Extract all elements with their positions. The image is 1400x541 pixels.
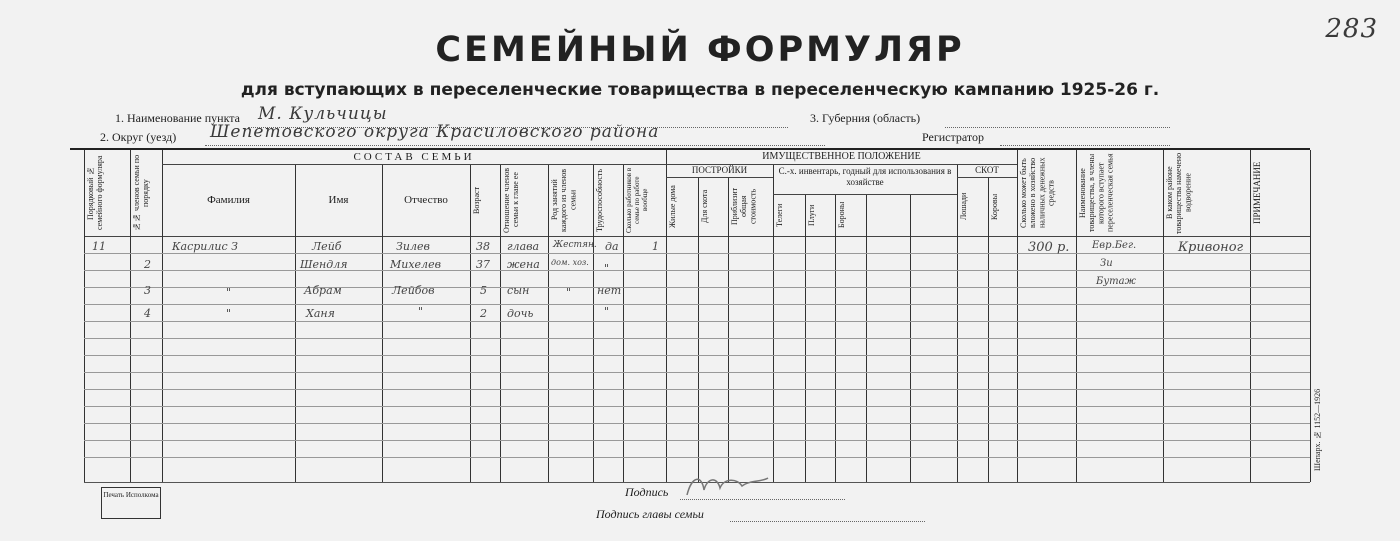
member-number-cell: 2 <box>144 258 151 271</box>
item-value: М. Кульчицы <box>258 104 388 124</box>
patronymic-cell: Зилев <box>396 240 430 253</box>
patronymic-cell: Лейбов <box>392 284 435 297</box>
col-horses: Лошади <box>959 192 968 221</box>
col-relation: Отношение членов семьи к главе ее <box>502 167 521 233</box>
patronymic-cell: Михелев <box>390 258 441 271</box>
surname-cell: Касрилис З <box>172 240 238 253</box>
ability-cell: да <box>605 240 619 253</box>
head-signature-line <box>730 520 925 522</box>
signature-scrawl <box>682 470 772 500</box>
livestock-header: СКОТ <box>975 165 999 175</box>
relation-cell: жена <box>507 258 540 271</box>
col-value: Приблизит общая стоимость <box>730 187 758 226</box>
partnership-cell: Бутаж <box>1096 276 1136 287</box>
workers-cell: 1 <box>652 240 659 253</box>
stamp-label: Печать Исполкома <box>103 491 159 499</box>
name-cell: Абрам <box>304 284 342 297</box>
registrar-line <box>1000 144 1170 146</box>
col-plows: Плуги <box>807 204 816 226</box>
age-cell: 2 <box>480 307 487 320</box>
region-cell: Кривоног <box>1178 240 1244 255</box>
col-ability: Трудоспособность <box>595 168 604 232</box>
form-title: СЕМЕЙНЫЙ ФОРМУЛЯР <box>435 30 965 70</box>
age-cell: 5 <box>480 284 487 297</box>
ability-cell: нет <box>597 284 622 297</box>
buildings-header: ПОСТРОЙКИ <box>691 165 748 175</box>
relation-cell: глава <box>507 240 540 253</box>
member-number-cell: 3 <box>144 284 151 297</box>
table-top-border <box>70 148 1310 150</box>
col-workers: Сколько работников в семье по работе вообще <box>625 167 650 233</box>
head-signature-label: Подпись главы семьи <box>596 507 704 521</box>
col-partnership: Наименование товарищества, в члены которого вступает переселенческая семья <box>1078 153 1115 233</box>
partnership-cell: Евр.Бег. <box>1092 240 1137 251</box>
col-form-number: Порядковый № семейного формуляра <box>86 155 105 231</box>
cash-cell: 300 р. <box>1028 240 1070 255</box>
table-header-bottom <box>84 236 1310 237</box>
occupation-cell: Жестян. <box>553 240 597 250</box>
col-cows: Коровы <box>990 193 999 220</box>
district-label: 2. Округ (уезд) <box>100 130 177 144</box>
signature-label: Подпись <box>625 485 669 499</box>
inventory-header: С.-х. инвентарь, годный для использования в хозяйстве <box>778 166 952 187</box>
col-remarks: ПРИМЕЧАНИЕ <box>1252 161 1262 225</box>
occupation-cell: дом. хоз. <box>551 258 589 267</box>
col-age: Возраст <box>472 186 481 214</box>
form-subtitle: для вступающих в переселенческие товарищества в переселенческую кампанию 1925-26 г. <box>240 80 1160 100</box>
col-patronymic: Отчество <box>404 194 448 206</box>
col-carts: Телеги <box>775 203 784 227</box>
family-group-header: СОСТАВ СЕМЬИ <box>353 151 475 163</box>
relation-cell: сын <box>507 284 530 297</box>
col-harrows: Бороны <box>837 201 846 229</box>
registrar-label: Регистратор <box>922 130 985 144</box>
relation-cell: дочь <box>507 307 534 320</box>
print-info: Шепарх. № 1152—1926 <box>1313 388 1322 472</box>
name-cell: Лейб <box>312 240 342 253</box>
property-group-header: ИМУЩЕСТВЕННОЕ ПОЛОЖЕНИЕ <box>762 151 921 162</box>
age-cell: 38 <box>476 240 490 253</box>
district-value: Шепетовского округа Красиловского района <box>210 122 660 142</box>
province-label: 3. Губерния (область) <box>810 111 921 125</box>
partnership-cell: Зи <box>1100 258 1113 269</box>
page-number: 283 <box>1325 14 1378 44</box>
col-occupation: Род занятий каждого из членов семьи <box>550 168 578 232</box>
stamp-box <box>101 487 161 519</box>
province-line <box>945 126 1170 128</box>
name-cell: Шендля <box>300 258 348 271</box>
age-cell: 37 <box>476 258 490 271</box>
col-cash: Сколько может быть вложено в хозяйство наличных денежных средств <box>1019 157 1056 229</box>
form-number-cell: 11 <box>92 240 106 253</box>
col-member-number: №№ членов семьи по порядку <box>132 154 151 232</box>
col-cattle-shed: Для скота <box>700 189 709 224</box>
member-number-cell: 4 <box>144 307 151 320</box>
col-surname: Фамилия <box>207 194 250 206</box>
col-region: В каком районе товарищества намечено водворение <box>1165 152 1193 234</box>
name-cell: Ханя <box>306 307 335 320</box>
item-label: 1. Наименование пункта <box>115 111 240 125</box>
col-name: Имя <box>328 194 349 206</box>
col-dwelling: Жилые дома <box>668 185 677 228</box>
district-line <box>205 144 825 146</box>
